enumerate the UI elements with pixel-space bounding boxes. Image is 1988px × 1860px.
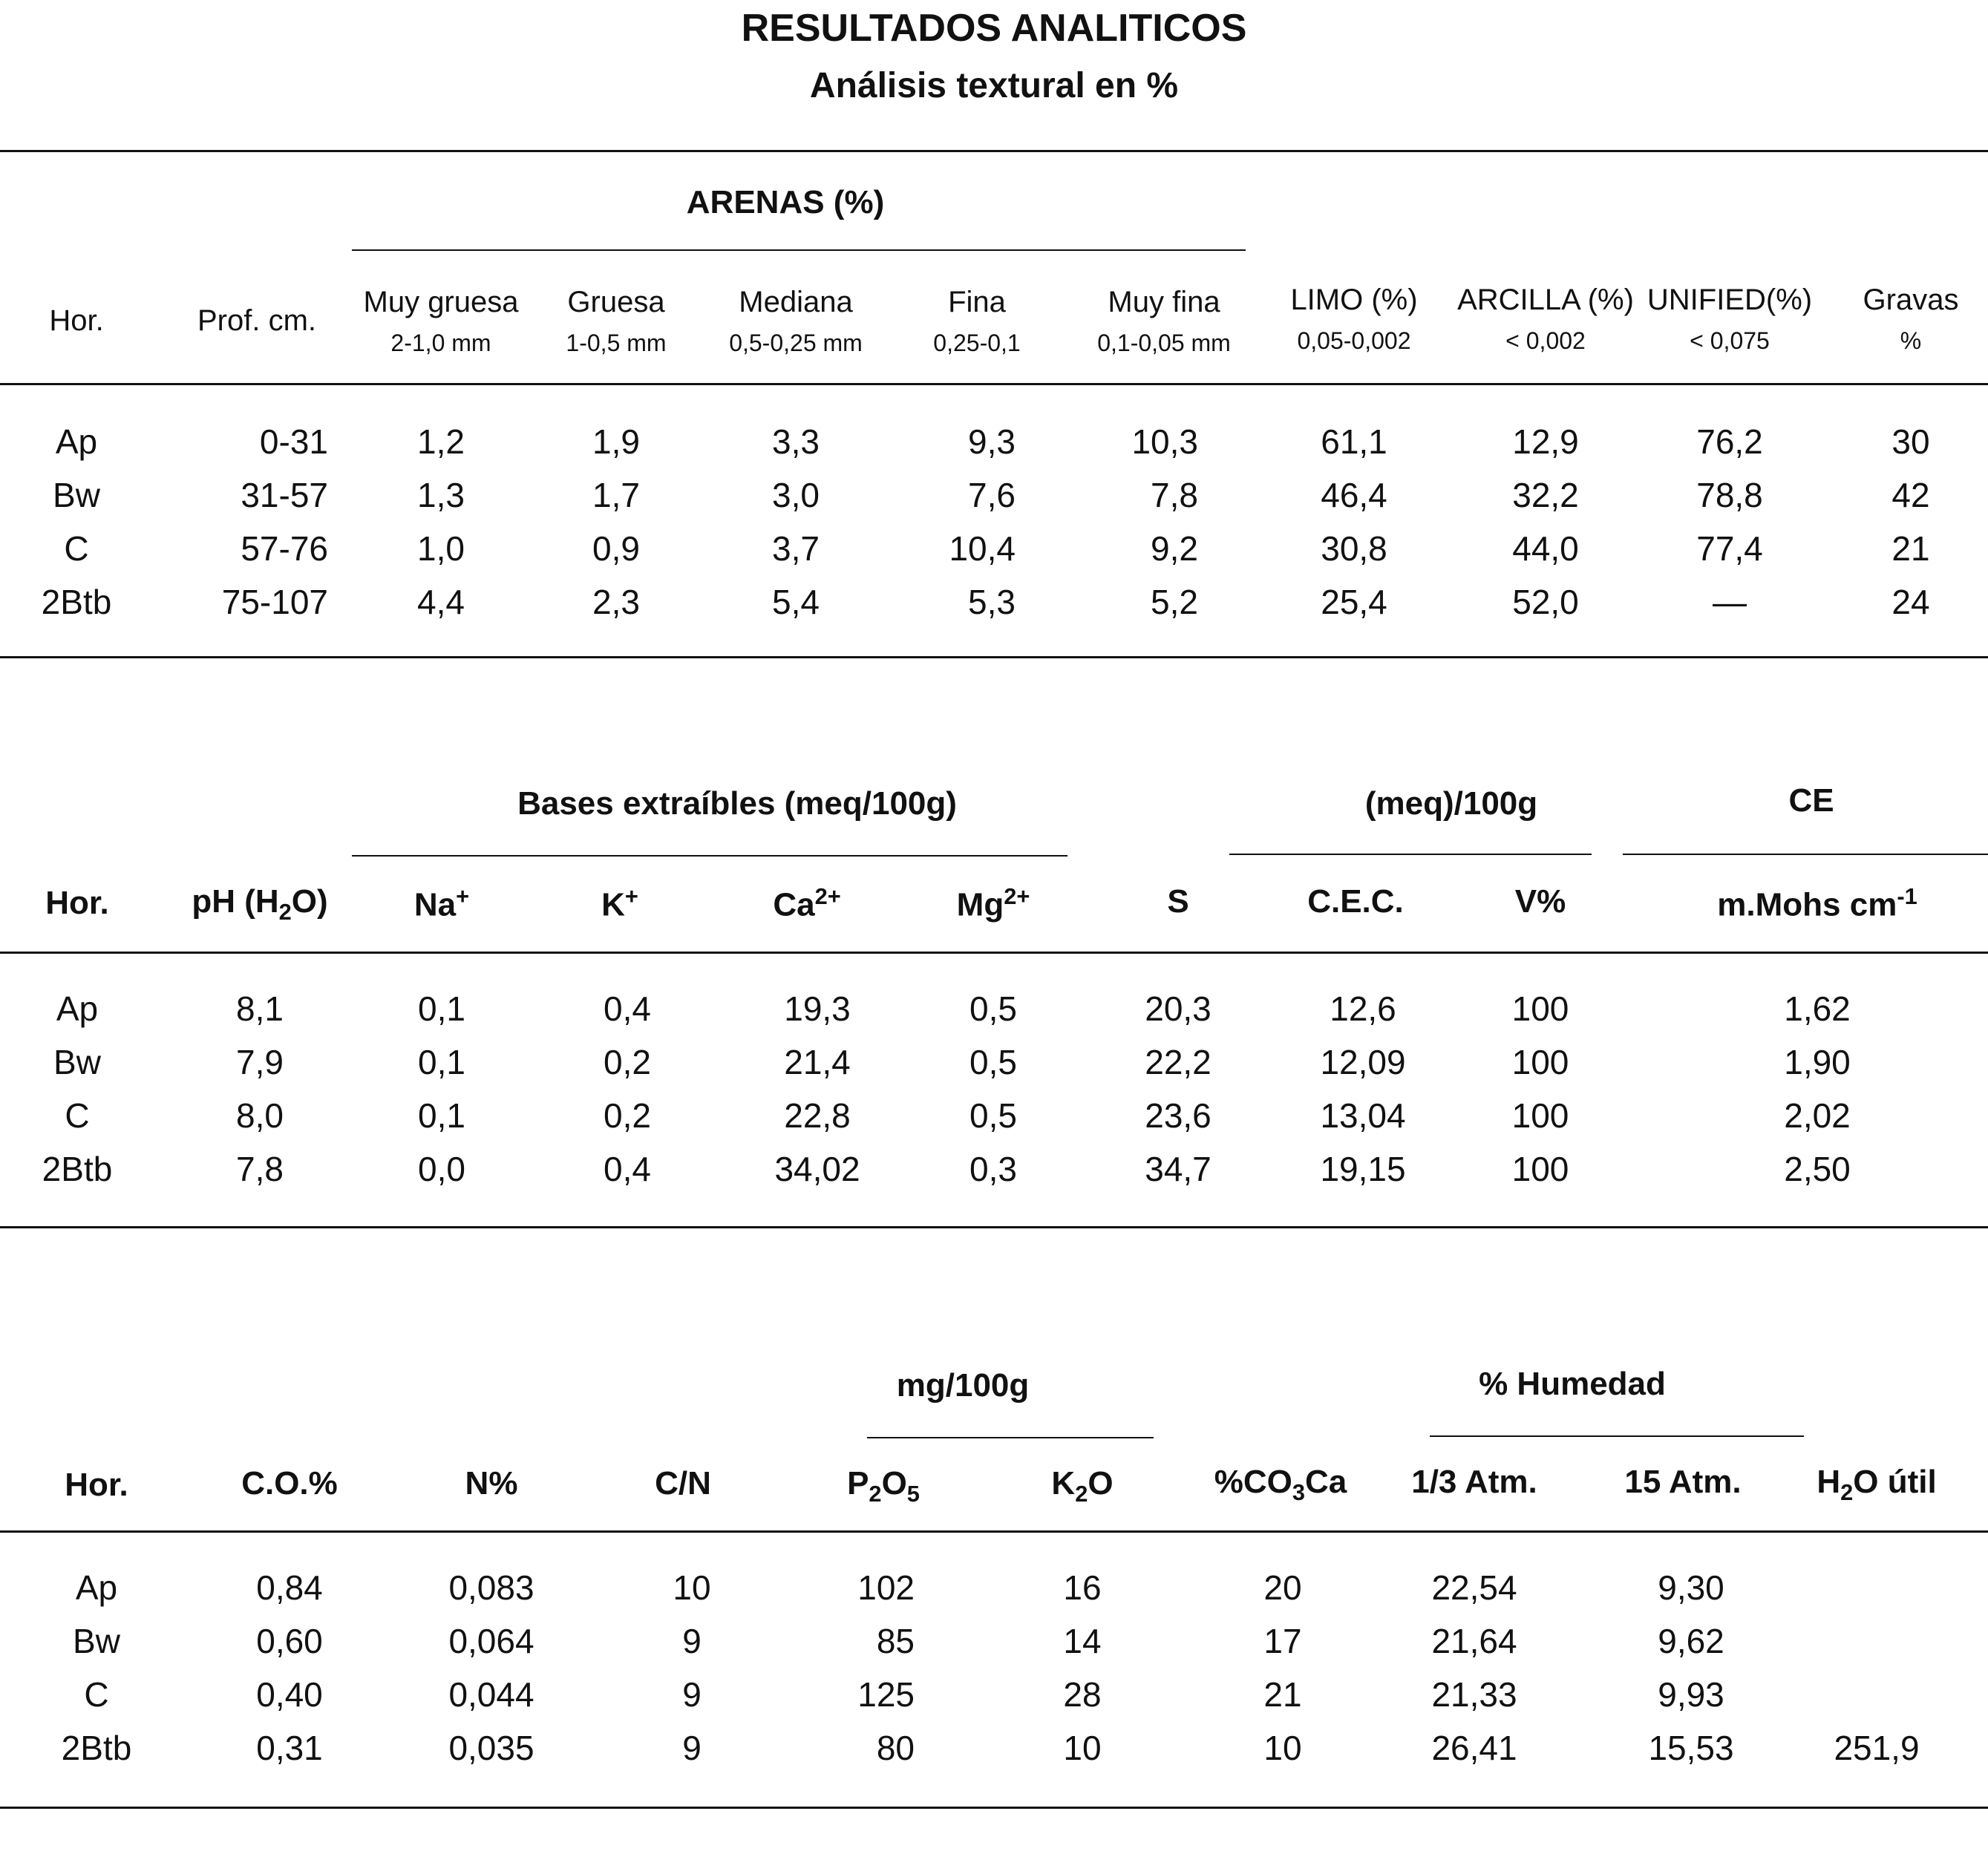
table3-bottom-rule xyxy=(0,1807,1988,1809)
header-gravas-unit: % xyxy=(1900,327,1922,354)
table-cell: 22,54 xyxy=(1431,1568,1517,1607)
table-cell: 9,3 xyxy=(968,422,1016,461)
table-cell: 22,8 xyxy=(784,1096,851,1135)
table-cell: Ap xyxy=(75,1568,118,1607)
table-cell: 17 xyxy=(1263,1622,1302,1660)
table-cell: 10 xyxy=(1263,1729,1302,1767)
table-cell: 1,62 xyxy=(1784,989,1851,1028)
header-ph: pH $(H_2O)$ xyxy=(192,883,328,925)
table-cell: 102 xyxy=(857,1568,915,1607)
header-prof: Prof. cm. xyxy=(197,304,317,337)
table-cell: 25,4 xyxy=(1321,583,1387,621)
header-muy-fina: Muy fina xyxy=(1108,286,1220,318)
table-cell: 19,15 xyxy=(1320,1150,1406,1188)
table-cell: 0,2 xyxy=(604,1043,651,1081)
header-atm-13: 1/3 Atm. xyxy=(1411,1464,1537,1500)
table-cell: 30,8 xyxy=(1321,529,1387,568)
header-gravas: Gravas xyxy=(1863,284,1959,316)
table-cell: 22,2 xyxy=(1145,1043,1212,1081)
table-cell: 1,7 xyxy=(592,476,640,514)
table-cell: 52,0 xyxy=(1512,583,1579,621)
header-hor: Hor. xyxy=(65,1467,128,1503)
table-cell: 251,9 xyxy=(1834,1729,1920,1767)
table-cell: 13,04 xyxy=(1320,1096,1406,1135)
table-cell: 0,1 xyxy=(418,1043,465,1081)
table-cell: 9 xyxy=(682,1729,702,1767)
table-cell: 100 xyxy=(1511,989,1569,1028)
table-cell: 0,035 xyxy=(448,1729,534,1767)
table-cell: 10,4 xyxy=(949,529,1016,568)
header-k2o: $K_2O$ xyxy=(1051,1465,1114,1507)
table-cell: Bw xyxy=(53,476,100,514)
table-cell: 2,3 xyxy=(592,583,640,621)
table-cell: 0-31 xyxy=(259,422,328,461)
table-cell: 8,0 xyxy=(236,1096,284,1135)
table3-group-mg: mg/100g xyxy=(896,1367,1030,1404)
table-cell: 34,02 xyxy=(774,1150,860,1188)
table-cell: 7,6 xyxy=(968,476,1016,514)
header-n: N% xyxy=(465,1465,518,1502)
table2-group-meq-rule xyxy=(1229,854,1592,855)
header-arcilla: ARCILLA (%) xyxy=(1457,284,1634,316)
table-cell: 0,84 xyxy=(256,1568,323,1607)
table1-group-rule xyxy=(352,249,1246,251)
table-cell: 24 xyxy=(1891,583,1930,621)
table-cell: 0,31 xyxy=(256,1729,323,1767)
table-cell: 42 xyxy=(1891,476,1930,514)
table-cell: 0,1 xyxy=(418,989,465,1028)
header-limo: LIMO (%) xyxy=(1290,284,1418,316)
table-cell: 100 xyxy=(1511,1150,1569,1188)
table-cell: 32,2 xyxy=(1512,476,1579,514)
header-k: K+ xyxy=(601,883,638,923)
table-cell: 4,4 xyxy=(417,583,465,621)
table-cell: 12,9 xyxy=(1512,422,1579,461)
header-ce-unit: m.Mohs $cm^{-1}$ xyxy=(1717,883,1917,923)
table-cell: 9,2 xyxy=(1151,529,1198,568)
header-cec: C.E.C. xyxy=(1307,883,1404,920)
table-cell: 1,90 xyxy=(1784,1043,1851,1081)
table-cell: 28 xyxy=(1063,1675,1102,1714)
table1-bottom-rule xyxy=(0,656,1988,658)
header-hor: Hor. xyxy=(45,885,109,921)
table-cell: 46,4 xyxy=(1321,476,1387,514)
table-cell: 3,3 xyxy=(772,422,820,461)
table-cell: 21 xyxy=(1263,1675,1302,1714)
header-co3ca: $\%CO_3Ca$ xyxy=(1214,1464,1347,1505)
table-cell: Ap xyxy=(55,422,98,461)
table3-group-humedad: % Humedad xyxy=(1479,1366,1666,1402)
table-cell: — xyxy=(1713,583,1747,621)
table-cell: 0,4 xyxy=(604,1150,651,1188)
table-cell: 14 xyxy=(1063,1622,1102,1660)
table-cell: 0,064 xyxy=(448,1622,534,1660)
table1-group-arenas: ARENAS (%) xyxy=(686,184,885,220)
table-cell: 76,2 xyxy=(1696,422,1763,461)
table-cell: 0,9 xyxy=(592,529,640,568)
table-cell: 8,1 xyxy=(236,989,284,1028)
table-cell: 30 xyxy=(1891,422,1930,461)
header-v: V% xyxy=(1514,883,1566,920)
table-cell: 78,8 xyxy=(1696,476,1763,514)
table-cell: 80 xyxy=(876,1729,915,1767)
header-cn: C/N xyxy=(655,1465,711,1502)
table-cell: 9 xyxy=(682,1675,702,1714)
table-cell: 31-57 xyxy=(241,476,328,514)
header-hor: Hor. xyxy=(49,304,104,337)
table-cell: 15,53 xyxy=(1648,1729,1734,1767)
table2-group-meq: (meq)/100g xyxy=(1364,785,1538,822)
header-mediana: Mediana xyxy=(739,286,853,318)
table-cell: 0,4 xyxy=(604,989,651,1028)
table-cell: 1,0 xyxy=(417,529,465,568)
table-cell: 1,9 xyxy=(592,422,640,461)
header-arcilla-range: < 0,002 xyxy=(1505,327,1586,354)
table-cell: 1,3 xyxy=(417,476,465,514)
table-cell: 44,0 xyxy=(1512,529,1579,568)
table-cell: 10 xyxy=(1063,1729,1102,1767)
table-cell: C xyxy=(65,1096,90,1135)
header-fina-range: 0,25-0,1 xyxy=(933,330,1021,356)
table-cell: 23,6 xyxy=(1145,1096,1212,1135)
table1-header-rule xyxy=(0,383,1988,385)
header-mg: $Mg^{2+}$ xyxy=(956,883,1030,923)
header-gruesa: Gruesa xyxy=(567,286,665,318)
header-s: S xyxy=(1167,883,1189,920)
header-muy-gruesa: Muy gruesa xyxy=(363,286,519,318)
table-cell: 61,1 xyxy=(1321,422,1387,461)
header-h2o-util: $H_2O$ útil xyxy=(1817,1464,1937,1505)
table-cell: 9 xyxy=(682,1622,702,1660)
table1-top-rule xyxy=(0,150,1988,152)
header-muy-gruesa-range: 2-1,0 mm xyxy=(390,330,491,356)
table-cell: 21,64 xyxy=(1431,1622,1517,1660)
table-cell: 21 xyxy=(1891,529,1930,568)
table-cell: 12,6 xyxy=(1330,989,1396,1028)
table-cell: 75-107 xyxy=(221,583,328,621)
table-cell: C xyxy=(84,1675,109,1714)
table-cell: 10,3 xyxy=(1131,422,1198,461)
table2-header-rule xyxy=(0,952,1988,954)
table-cell: 5,2 xyxy=(1151,583,1198,621)
table-cell: Ap xyxy=(56,989,99,1028)
header-co: C.O.% xyxy=(241,1465,338,1502)
table-cell: 0,3 xyxy=(970,1150,1017,1188)
table-cell: 34,7 xyxy=(1145,1150,1212,1188)
table2-group-bases-rule xyxy=(352,855,1067,857)
table-cell: 21,4 xyxy=(784,1043,851,1081)
table-cell: 57-76 xyxy=(241,529,328,568)
table2-group-bases: Bases extraíbles (meq/100g) xyxy=(517,785,957,822)
table3-group-humedad-rule xyxy=(1430,1435,1804,1437)
header-gruesa-range: 1-0,5 mm xyxy=(566,330,667,356)
table-cell: 5,3 xyxy=(968,583,1016,621)
table-cell: C xyxy=(64,529,89,568)
table3-group-mg-rule xyxy=(867,1437,1154,1438)
table3-header-rule xyxy=(0,1530,1988,1533)
table-cell: 100 xyxy=(1511,1096,1569,1135)
table-cell: 2Btb xyxy=(61,1729,132,1767)
header-mediana-range: 0,5-0,25 mm xyxy=(729,330,863,356)
table-cell: 100 xyxy=(1511,1043,1569,1081)
table2-group-ce-rule xyxy=(1623,854,1988,855)
table-cell: 16 xyxy=(1063,1568,1102,1607)
table-cell: 20 xyxy=(1263,1568,1302,1607)
table2-bottom-rule xyxy=(0,1226,1988,1228)
table-cell: 7,9 xyxy=(236,1043,284,1081)
table-cell: 5,4 xyxy=(772,583,820,621)
table-cell: 0,083 xyxy=(448,1568,534,1607)
table-cell: 10 xyxy=(673,1568,711,1607)
header-na: Na+ xyxy=(413,883,470,923)
table-cell: 2Btb xyxy=(42,1150,113,1188)
header-atm-15: 15 Atm. xyxy=(1624,1464,1742,1500)
table-cell: 0,60 xyxy=(256,1622,323,1660)
table-cell: 7,8 xyxy=(236,1150,284,1188)
table2-group-ce: CE xyxy=(1788,782,1834,819)
table-cell: 77,4 xyxy=(1696,529,1763,568)
table-cell: 2,50 xyxy=(1784,1150,1851,1188)
table-cell: 0,044 xyxy=(448,1675,534,1714)
table-cell: 3,7 xyxy=(772,529,820,568)
table-cell: 0,2 xyxy=(604,1096,651,1135)
table-cell: 21,33 xyxy=(1431,1675,1517,1714)
table-cell: 0,5 xyxy=(970,1096,1017,1135)
table-cell: 2,02 xyxy=(1784,1096,1851,1135)
header-unified: UNIFIED(%) xyxy=(1647,284,1813,316)
table-cell: 20,3 xyxy=(1145,989,1212,1028)
table-cell: 26,41 xyxy=(1431,1729,1517,1767)
table-cell: 0,40 xyxy=(256,1675,323,1714)
header-fina: Fina xyxy=(948,286,1006,318)
header-limo-range: 0,05-0,002 xyxy=(1297,327,1411,354)
table-cell: 0,1 xyxy=(418,1096,465,1135)
header-p2o5: $P_2O_5$ xyxy=(847,1465,920,1507)
table-cell: 85 xyxy=(876,1622,915,1660)
table-cell: 1,2 xyxy=(417,422,465,461)
header-ca: $Ca^{2+}$ xyxy=(773,883,841,923)
table-cell: 0,5 xyxy=(970,1043,1017,1081)
table-cell: 125 xyxy=(857,1675,915,1714)
table-cell: 9,30 xyxy=(1658,1568,1724,1607)
page-subtitle: Análisis textural en % xyxy=(809,66,1179,105)
table-cell: 9,62 xyxy=(1658,1622,1724,1660)
table-cell: 3,0 xyxy=(772,476,820,514)
table-cell: Bw xyxy=(73,1622,120,1660)
table-cell: 7,8 xyxy=(1151,476,1198,514)
table-cell: 2Btb xyxy=(41,583,112,621)
table-cell: 12,09 xyxy=(1320,1043,1406,1081)
page-title: RESULTADOS ANALITICOS xyxy=(741,7,1247,50)
table-cell: Bw xyxy=(53,1043,101,1081)
table-cell: 0,0 xyxy=(418,1150,465,1188)
table-cell: 0,5 xyxy=(970,989,1017,1028)
header-muy-fina-range: 0,1-0,05 mm xyxy=(1097,330,1231,356)
header-unified-range: < 0,075 xyxy=(1690,327,1770,354)
table-cell: 19,3 xyxy=(784,989,851,1028)
table-cell: 9,93 xyxy=(1658,1675,1724,1714)
